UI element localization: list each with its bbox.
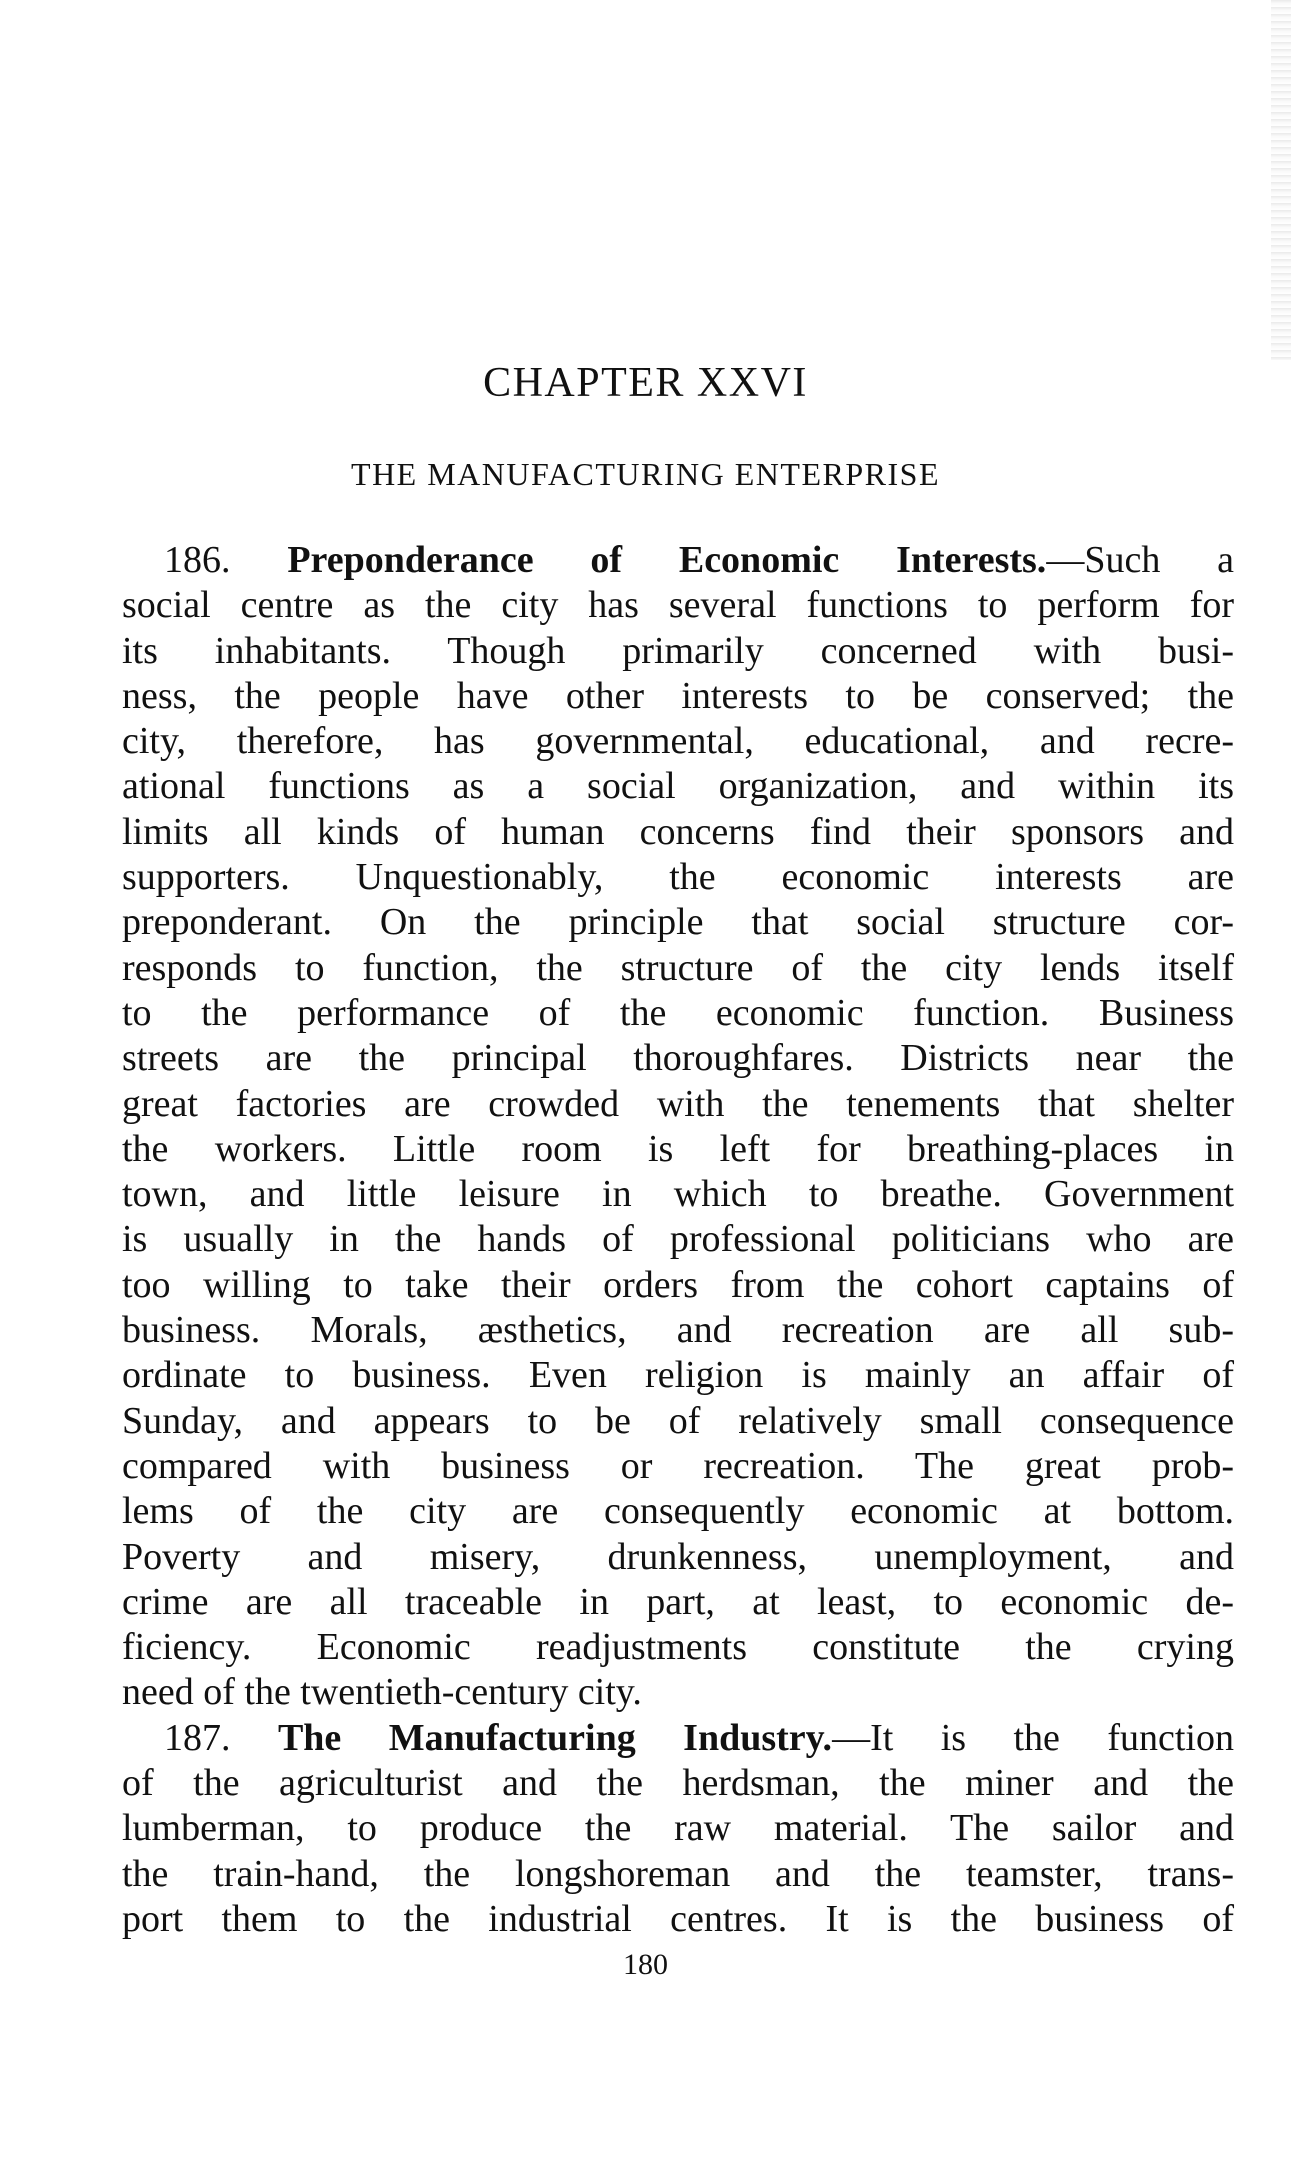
- text-line: —It is the function: [832, 1716, 1234, 1759]
- section-number: 187.: [164, 1716, 231, 1759]
- text-line: streets are the principal thoroughfares. Districts near the: [122, 1037, 1234, 1080]
- chapter-subtitle: THE MANUFACTURING ENTERPRISE: [351, 456, 940, 492]
- chapter-title: CHAPTER XXVI: [483, 360, 808, 406]
- section-heading: Preponderance of Economic Interests.: [287, 539, 1047, 581]
- text-line: to the performance of the economic function. Business: [122, 991, 1234, 1034]
- section-187: [122, 1716, 1234, 1942]
- text-line: need of the twentieth-century city.: [122, 1671, 642, 1714]
- text-line: port them to the industrial centres. It is the business of: [122, 1897, 1234, 1940]
- text-line: preponderant. On the principle that social structure cor-: [122, 901, 1234, 944]
- text-line: ordinate to business. Even religion is mainly an affair of: [122, 1354, 1234, 1397]
- text-line: supporters. Unquestionably, the economic interests are: [122, 856, 1234, 899]
- text-line: —Such a: [1046, 539, 1234, 581]
- body-text: [122, 538, 1234, 1942]
- text-line: the train-hand, the longshoreman and the teamster, trans-: [122, 1852, 1234, 1895]
- section-187-first-line: [122, 1716, 1234, 1761]
- text-line: crime are all traceable in part, at least, to economic de-: [122, 1580, 1234, 1623]
- text-line: lems of the city are consequently economic at bottom.: [122, 1490, 1234, 1533]
- text-line: town, and little leisure in which to breathe. Government: [122, 1173, 1234, 1216]
- page-edge-marks: [1271, 0, 1291, 360]
- text-line: responds to function, the structure of the city lends itself: [122, 946, 1234, 989]
- text-line: limits all kinds of human concerns find their sponsors and: [122, 810, 1234, 853]
- section-186: [122, 538, 1234, 1716]
- text-line: the workers. Little room is left for breathing-places in: [122, 1127, 1234, 1170]
- text-line: ficiency. Economic readjustments constitute the crying: [122, 1626, 1234, 1669]
- section-heading: The Manufacturing Industry.: [277, 1716, 833, 1759]
- section-186-first-line: [122, 538, 1234, 583]
- text-line: ness, the people have other interests to be conserved; the: [122, 674, 1234, 717]
- text-line: Poverty and misery, drunkenness, unemployment, and: [122, 1535, 1234, 1578]
- text-line: great factories are crowded with the tenements that shelter: [122, 1082, 1234, 1125]
- text-line: city, therefore, has governmental, educational, and recre-: [122, 720, 1234, 763]
- text-line: ational functions as a social organization, and within its: [122, 765, 1234, 808]
- text-line: compared with business or recreation. The great prob-: [122, 1444, 1234, 1487]
- text-line: its inhabitants. Though primarily concerned with busi-: [122, 629, 1234, 672]
- text-line: too willing to take their orders from the cohort captains of: [122, 1263, 1234, 1306]
- text-line: lumberman, to produce the raw material. The sailor and: [122, 1807, 1234, 1850]
- text-line: business. Morals, æsthetics, and recreation are all sub-: [122, 1309, 1234, 1352]
- text-line: Sunday, and appears to be of relatively small consequence: [122, 1399, 1234, 1442]
- text-line: of the agriculturist and the herdsman, the miner and the: [122, 1762, 1234, 1805]
- text-line: social centre as the city has several functions to perform for: [122, 584, 1234, 627]
- text-line: is usually in the hands of professional politicians who are: [122, 1218, 1234, 1261]
- section-number: 186.: [164, 539, 231, 581]
- page-number: 180: [623, 1948, 668, 1981]
